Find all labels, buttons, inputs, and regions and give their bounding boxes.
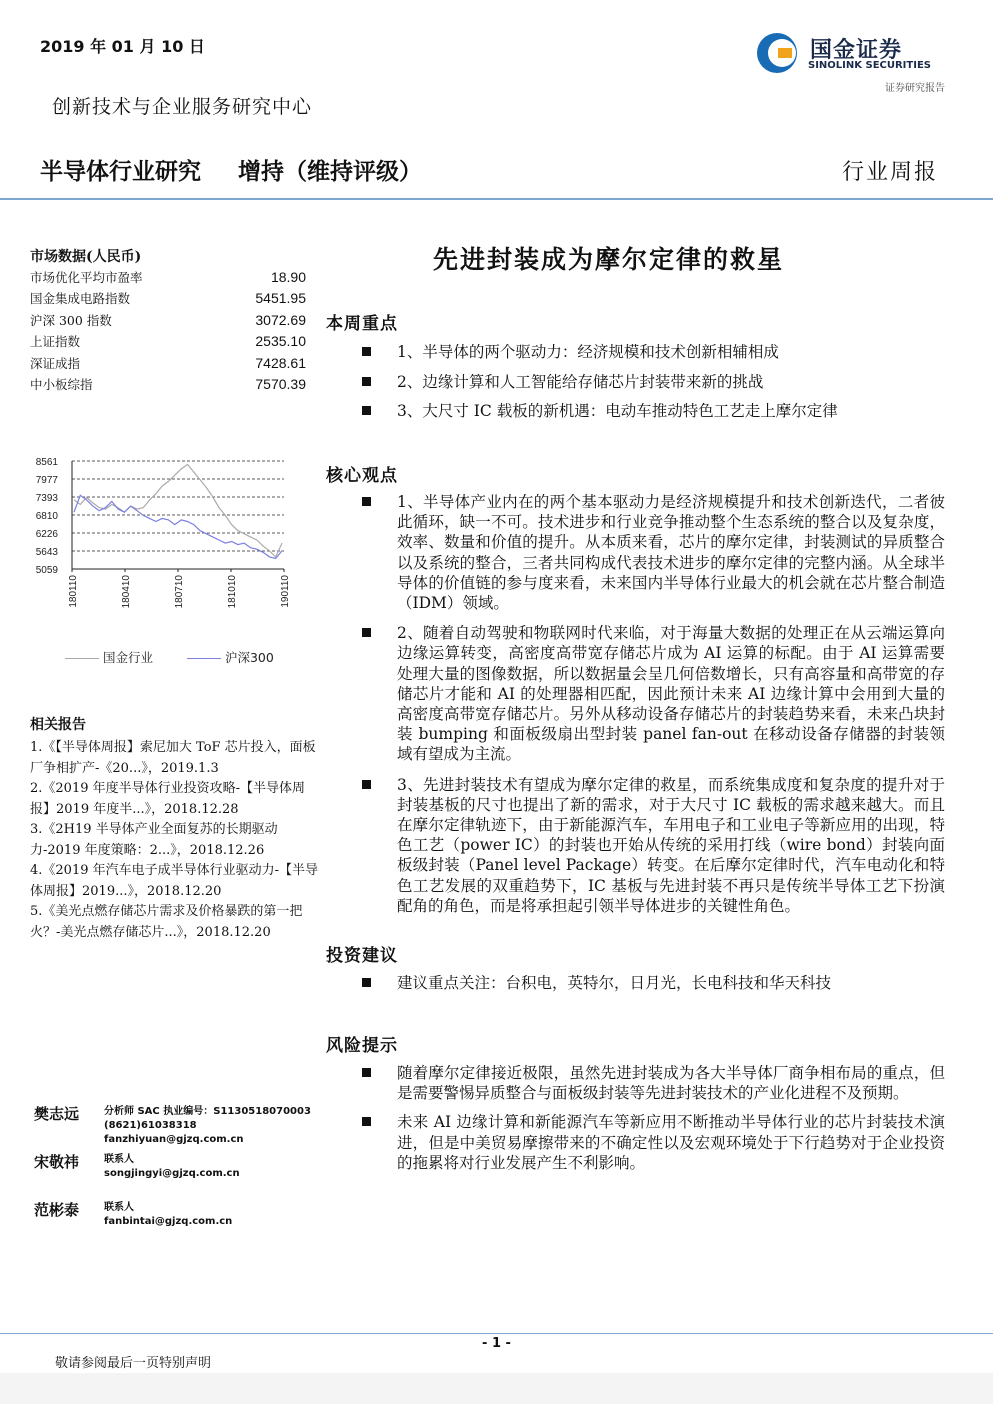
market-data-title: 市场数据(人民币) [30, 249, 142, 265]
analyst-email[interactable]: songjingyi@gjzq.com.cn [104, 1168, 240, 1179]
research-center-name: 创新技术与企业服务研究中心 [52, 96, 313, 118]
legend-label-industry: 国金行业 [102, 650, 153, 665]
x-tick-label: 180110 [68, 575, 79, 608]
market-data-row [30, 374, 306, 395]
market-data-value: 2535.10 [255, 333, 306, 350]
market-data-table [30, 267, 306, 395]
logo-english-name: SINOLINK SECURITIES [808, 60, 931, 71]
bullet-square-icon [362, 377, 371, 386]
report-title: 先进封装成为摩尔定律的救星 [433, 245, 785, 274]
section-heading-risk-warning: 风险提示 [326, 1036, 398, 1056]
bullet-item [360, 1063, 945, 1103]
analyst-email[interactable]: fanzhiyuan@gjzq.com.cn [104, 1134, 244, 1145]
market-data-row [30, 288, 306, 309]
section-heading-core-views: 核心观点 [326, 466, 398, 486]
related-report-item[interactable]: 4.《2019 年汽车电子成半导体行业驱动力-【半导体周报】2019...》，2018.12.20 [30, 863, 319, 899]
y-tick-label: 6810 [35, 511, 58, 522]
footer-band [0, 1373, 993, 1404]
bullet-square-icon [362, 1117, 371, 1126]
market-data-row [30, 267, 306, 288]
bullet-text: 未来 AI 边缘计算和新能源汽车等新应用不断推动半导体行业的芯片封装技术演进，但是中美贸易摩擦带来的不确定性以及宏观环境处于下行趋势对于企业投资的拖累将对行业发展产生不利影响。 [397, 1113, 945, 1172]
market-data-value: 5451.95 [255, 290, 306, 307]
bullet-item [360, 401, 945, 421]
bullet-text: 3、大尺寸 IC 载板的新机遇：电动车推动特色工艺走上摩尔定律 [397, 402, 838, 421]
y-tick-label: 5643 [35, 547, 58, 558]
bullet-square-icon [362, 1068, 371, 1077]
related-report-item[interactable]: 3.《2H19 半导体产业全面复苏的长期驱动力-2019 年度策略：2...》，2018.12.26 [30, 822, 278, 858]
related-reports-list [30, 738, 318, 943]
market-data-value: 3072.69 [255, 311, 306, 328]
footer-divider [0, 1333, 993, 1334]
page-number: - 1 - [482, 1336, 511, 1351]
bullet-text: 随着摩尔定律接近极限，虽然先进封装成为各大半导体厂商争相布局的重点，但是需要警惕异质整合与面板级封装等先进封装技术的产业化进程不及预期。 [397, 1064, 945, 1103]
bullet-item [360, 372, 945, 392]
logo-chinese-name: 国金证券 [810, 38, 903, 63]
market-data-label: 沪深 300 指数 [30, 312, 112, 328]
y-tick-label: 7977 [35, 475, 58, 486]
bullet-square-icon [362, 978, 371, 987]
related-report-item[interactable]: 1.《【半导体周报】索尼加大 ToF 芯片投入，面板厂争相扩产-《20...》，2019.1.3 [30, 740, 316, 776]
related-reports-title: 相关报告 [30, 717, 86, 733]
market-data-row [30, 331, 306, 352]
bullet-square-icon [362, 780, 371, 789]
bullet-text: 1、半导体产业内在的两个基本驱动力是经济规模提升和技术创新迭代，二者彼此循环，缺一不可。技术进步和行业竞争推动整个生态系统的整合以及复杂度，效率、数量和价值的提升。从本质来看，芯片的摩尔定律，封装测试的异质整合以及系统的整合，三者共同构成代表技术进步的摩尔定律的完整内涵。从全球半导体的价值链的参与度来看，未来国内半导体行业最大的机会就在芯片整合制造（IDM）领域。 [397, 493, 945, 613]
risk-warning-list [360, 1063, 945, 1173]
market-data-row [30, 353, 306, 374]
market-data-value: 7428.61 [255, 354, 306, 371]
sinolink-logo [755, 31, 801, 79]
bullet-square-icon [362, 497, 371, 506]
legend-swatch-hs300 [187, 658, 221, 659]
series-line-industry [74, 464, 282, 557]
market-data-label: 上证指数 [30, 334, 81, 350]
analyst-name: 宋敬祎 [34, 1153, 80, 1171]
analyst-name: 樊志远 [34, 1105, 80, 1123]
bullet-text: 3、先进封装技术有望成为摩尔定律的救星，而系统集成度和复杂度的提升对于封装基板的尺寸也提出了新的需求，对于大尺寸 IC 载板的需求越来越大。而且在摩尔定律轨迹下，由于新能源汽车，车用电子和工业电子等新应用的出现，特色工艺（power IC）的封装也开始从传统的采用打线（wire bond）封装向面板级封装（Panel level Package）转变。在后摩尔定律时代，汽车电动化和特色工艺发展的双重趋势下，IC 基板与先进封装不再只是传统半导体工艺下扮演配角的角色，而是将承担起引领半导体进步的关键性角色。 [397, 775, 945, 915]
sector-title: 半导体行业研究 [40, 159, 201, 185]
analyst-info [104, 1153, 240, 1181]
report-type: 行业周报 [841, 160, 938, 185]
bullet-text: 2、边缘计算和人工智能给存储芯片封装带来新的挑战 [397, 372, 764, 391]
market-data-row [30, 310, 306, 331]
bullet-text: 建议重点关注：台积电，英特尔，日月光，长电科技和华天科技 [397, 974, 832, 992]
x-tick-label: 180710 [174, 575, 185, 609]
market-data-value: 18.90 [270, 269, 306, 285]
legend-swatch-industry [65, 658, 99, 659]
market-data-label: 市场优化平均市盈率 [30, 270, 143, 285]
y-tick-label: 6226 [35, 529, 58, 540]
analyst-role: 联系人 [104, 1202, 134, 1213]
bullet-item [360, 342, 945, 362]
section-heading-investment-advice: 投资建议 [326, 946, 398, 966]
bullet-text: 2、随着自动驾驶和物联网时代来临，对于海量大数据的处理正在从云端运算向边缘运算转变，高密度高带宽存储芯片成为 AI 运算的标配。由于 AI 运算需要处理大量的图像数据，所以数据量会呈几何倍数增长，只有高容量和高带宽的存储芯片才能和 AI 的处理器相匹配，因此预计未来 AI 边缘计算中会用到大量的高密度高带宽存储芯片。另外从移动设备存储芯片的封装趋势来看，未来凸块封装 bumping 和面板级扇出型封装 panel fan-out 在移动设备存储器的封装领域有望成为主流。 [397, 624, 945, 764]
bullet-item [360, 492, 945, 613]
market-data-value: 7570.39 [255, 375, 306, 392]
rating: 增持（维持评级） [238, 159, 422, 185]
section-heading-weekly-focus: 本周重点 [326, 314, 398, 334]
bullet-square-icon [362, 347, 371, 356]
x-tick-label: 180410 [121, 575, 132, 609]
x-tick-label: 181010 [227, 575, 238, 609]
analyst-name: 范彬泰 [34, 1201, 80, 1219]
bullet-item [360, 623, 945, 764]
analyst-info [104, 1201, 232, 1229]
chart-legend [65, 648, 274, 666]
bullet-text: 1、半导体的两个驱动力：经济规模和技术创新相辅相成 [397, 343, 779, 361]
analyst-info [104, 1105, 311, 1147]
core-views-list [360, 492, 945, 916]
related-report-item[interactable]: 5.《美光点燃存储芯片需求及价格暴跌的第一把火？-美光点燃存储芯片...》，2018.12.20 [30, 904, 303, 940]
logo-emblem-icon [755, 31, 801, 75]
analyst-email[interactable]: fanbintai@gjzq.com.cn [104, 1216, 233, 1227]
logo-subtitle: 证券研究报告 [885, 83, 945, 94]
related-report-item[interactable]: 2.《2019 年度半导体行业投资攻略-【半导体周报】2019 年度半...》，2018.12.28 [30, 781, 306, 817]
market-data-label: 深证成指 [30, 355, 81, 371]
market-data-label: 国金集成电路指数 [30, 291, 131, 307]
series-line-hs300 [74, 495, 282, 558]
report-date: 2019 年 01 月 10 日 [40, 37, 205, 56]
disclaimer-note: 敬请参阅最后一页特别声明 [55, 1356, 212, 1371]
bullet-square-icon [362, 406, 371, 415]
analyst-phone: (8621)61038318 [104, 1120, 197, 1131]
legend-label-hs300: 沪深300 [224, 650, 274, 665]
y-tick-label: 7393 [35, 493, 58, 504]
y-tick-label: 8561 [35, 457, 58, 468]
bullet-item [360, 775, 945, 916]
market-data-label: 中小板综指 [30, 376, 93, 392]
bullet-square-icon [362, 628, 371, 637]
analyst-sac-id: 分析师 SAC 执业编号：S1130518070003 [104, 1106, 311, 1117]
header-divider [0, 198, 993, 200]
weekly-focus-list [360, 342, 945, 422]
index-line-chart [28, 445, 298, 645]
investment-advice-list [360, 973, 945, 993]
bullet-item [360, 973, 945, 993]
bullet-item [360, 1112, 945, 1173]
analyst-role: 联系人 [104, 1154, 134, 1165]
x-tick-label: 190110 [280, 575, 291, 608]
y-tick-label: 5059 [35, 565, 58, 576]
